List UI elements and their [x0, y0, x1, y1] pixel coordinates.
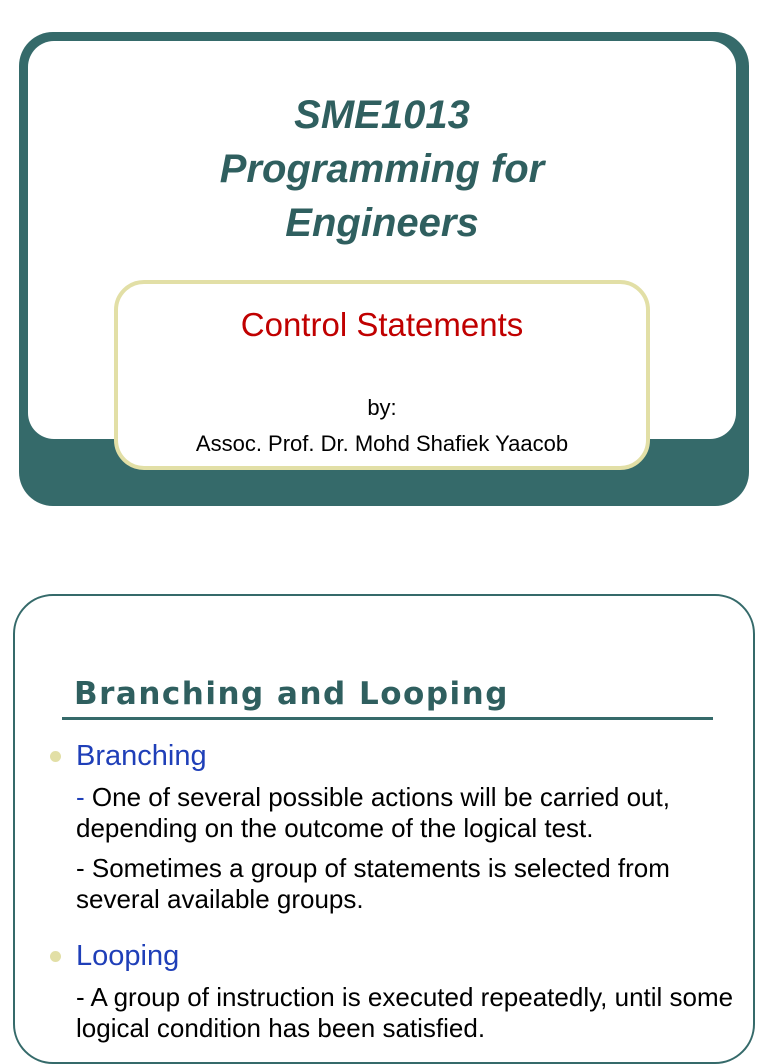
- course-title-line-2: Engineers: [285, 201, 479, 245]
- heading-underline: [62, 717, 713, 720]
- bullet-dot-icon: [50, 951, 61, 962]
- course-title-line-1: Programming for: [219, 147, 545, 191]
- author-name: Assoc. Prof. Dr. Mohd Shafiek Yaacob: [195, 431, 569, 456]
- course-title: [28, 88, 736, 250]
- looping-paragraph-1: - A group of instruction is executed repeatedly, until some logical condition has been satisfied.: [76, 982, 734, 1043]
- branching-paragraph-1: [76, 782, 756, 844]
- by-label: by:: [367, 395, 397, 420]
- slide-heading: Branching and Looping: [74, 676, 509, 712]
- bullet-looping: Looping: [76, 940, 180, 972]
- topic-title: Control Statements: [240, 306, 524, 343]
- branching-text-1: One of several possible actions will be carried out, depending on the outcome of the logical test.: [76, 782, 670, 843]
- bullet-dot-icon: [50, 751, 61, 762]
- bullet-branching: Branching: [76, 740, 207, 772]
- branching-dash: -: [76, 782, 85, 812]
- course-code: SME1013: [294, 93, 470, 137]
- branching-paragraph-2: - Sometimes a group of statements is selected from several available groups.: [76, 853, 670, 914]
